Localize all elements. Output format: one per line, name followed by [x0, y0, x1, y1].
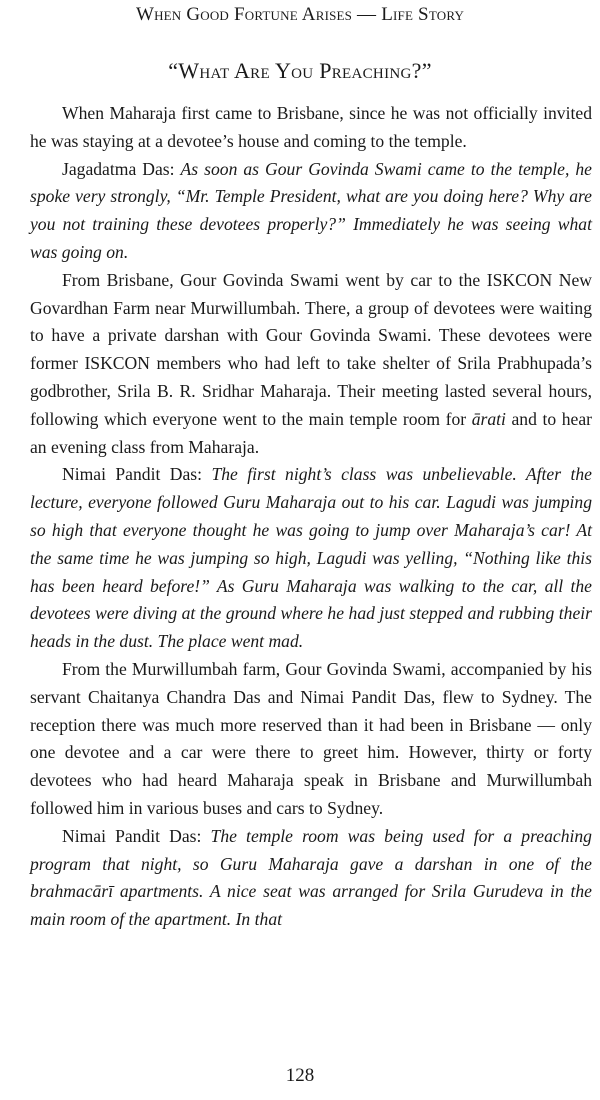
quoted-speech: As soon as Gour Govinda Swami came to the temple, he spoke very strongly, “Mr. Temple President, what are you doing here? Why are you not training these devotees properly?” Immediately he was seeing what was going on. [30, 158, 592, 262]
speaker-name: Nimai Pandit Das: [62, 464, 203, 485]
paragraph-2 [30, 156, 592, 267]
paragraph-1 [30, 100, 592, 156]
paragraph-5 [30, 656, 592, 823]
speaker-name: Nimai Pandit Das: [62, 825, 202, 846]
paragraph-text: From the Murwillumbah farm, Gour Govinda Swami, accompanied by his servant Chaitanya Chandra Das and Nimai Pandit Das, flew to Sydney. The reception there was much more reserved than it had been in Brisbane — only one devotee and a car were there to greet him. However, thirty or forty devotees who had heard Maharaja speak in Brisbane and Murwillumbah followed him in various buses and cars to Sydney. [30, 658, 592, 818]
speaker-name: Jagadatma Das: [62, 158, 175, 179]
paragraph-6 [30, 823, 592, 934]
paragraph-text: and to hear an evening class from Maharaja. [30, 408, 592, 457]
body-text [30, 100, 592, 934]
running-head: When Good Fortune Arises — Life Story [135, 4, 465, 25]
paragraph-3 [30, 267, 592, 462]
paragraph-text: When Maharaja first came to Brisbane, since he was not officially invited he was staying at a devotee’s house and coming to the temple. [30, 103, 592, 151]
chapter-title: “What Are You Preaching?” [168, 58, 432, 83]
paragraph-text: From Brisbane, Gour Govinda Swami went by car to the ISKCON New Govardhan Farm near Murwillumbah. There, a group of devotees were waiting to have a private darshan with Gour Govinda Swami. These devotees were former ISKCON members who had left to take shelter of Srila Prabhupada’s godbrother, Srila B. R. Sridhar Maharaja. Their meeting lasted several hours, following which everyone went to the main temple room for [30, 269, 592, 429]
quoted-speech: The temple room was being used for a preaching program that night, so Guru Maharaja gave a darshan in one of the brahmacārī apartments. A nice seat was arranged for Srila Gurudeva in the main room of the apartment. In that [30, 825, 592, 930]
sanskrit-term: ārati [471, 408, 506, 429]
paragraph-4 [30, 461, 592, 656]
quoted-speech: The first night’s class was unbelievable. After the lecture, everyone followed Guru Maharaja out to his car. Lagudi was jumping so high that everyone thought he was going to jump over Maharaja’s car! At the same time he was jumping so high, Lagudi was yelling, “Nothing like this has been heard before!” As Guru Maharaja was walking to the car, all the devotees were diving at the ground where he had just stepped and rubbing their heads in the dust. The place went mad. [30, 464, 592, 652]
page-number: 128 [285, 1065, 315, 1086]
